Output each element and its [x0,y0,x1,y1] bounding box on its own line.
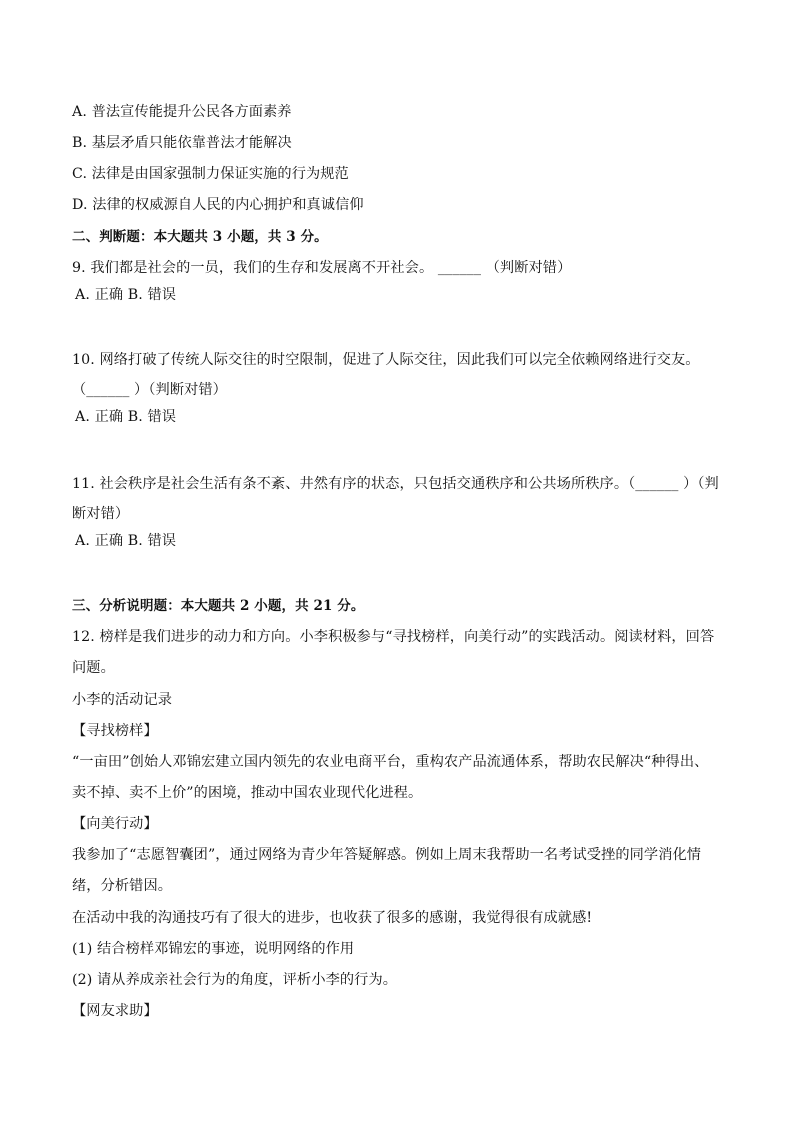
section-heading-analysis: 三、分析说明题：本大题共 2 小题，共 21 分。 [72,598,365,614]
question-9-options: A. 正确 B. 错误 [75,287,177,303]
option-d: D. 法律的权威源自人民的内心拥护和真诚信仰 [72,197,364,213]
option-a: A. 普法宣传能提升公民各方面素养 [72,104,292,120]
part-heading-find-role-model: 【寻找榜样】 [72,723,158,739]
role-model-text-line2: 卖不掉、卖不上价”的困境，推动中国农业现代化进程。 [72,785,423,801]
question-10-options: A. 正确 B. 错误 [75,409,177,425]
part-heading-netizen-help: 【网友求助】 [72,1003,158,1019]
question-11-text-line1: 11. 社会秩序是社会生活有条不紊、井然有序的状态，只包括交通秩序和公共场所秩序。（______ ）（判 [72,476,719,492]
question-10-text-line1: 10. 网络打破了传统人际交往的时空限制，促进了人际交往，因此我们可以完全依赖网络进行交友。 [72,352,700,368]
question-12-text-line1: 12. 榜样是我们进步的动力和方向。小李积极参与“寻找榜样，向美行动”的实践活动。阅读材料，回答 [72,629,715,645]
question-11-options: A. 正确 B. 错误 [75,533,177,549]
option-b: B. 基层矛盾只能依靠普法才能解决 [72,135,292,151]
action-text-line2: 绪，分析错因。 [72,878,173,894]
sub-question-1: (1) 结合榜样邓锦宏的事迹，说明网络的作用 [72,941,355,957]
option-c: C. 法律是由国家强制力保证实施的行为规范 [72,166,349,182]
question-10-text-line2: （______ ）（判断对错） [72,382,227,398]
action-text-line1: 我参加了“志愿智囊团”，通过网络为青少年答疑解惑。例如上周末我帮助一名考试受挫的同学消化情 [72,847,702,863]
role-model-text-line1: “一亩田”创始人邓锦宏建立国内领先的农业电商平台，重构农产品流通体系，帮助农民解决“种得出、 [72,754,709,770]
question-12-text-line2: 问题。 [72,660,115,676]
record-title: 小李的活动记录 [72,692,173,708]
section-heading-judgement: 二、判断题：本大题共 3 小题，共 3 分。 [72,229,328,245]
action-text-line3: 在活动中我的沟通技巧有了很大的进步，也收获了很多的感谢，我觉得很有成就感! [72,910,593,926]
sub-question-2: (2) 请从养成亲社会行为的角度，评析小李的行为。 [72,972,398,988]
question-11-text-line2: 断对错） [72,506,130,522]
question-9-text: 9. 我们都是社会的一员，我们的生存和发展离不开社会。 ______ （判断对错） [72,260,572,276]
part-heading-act-beautifully: 【向美行动】 [72,816,158,832]
